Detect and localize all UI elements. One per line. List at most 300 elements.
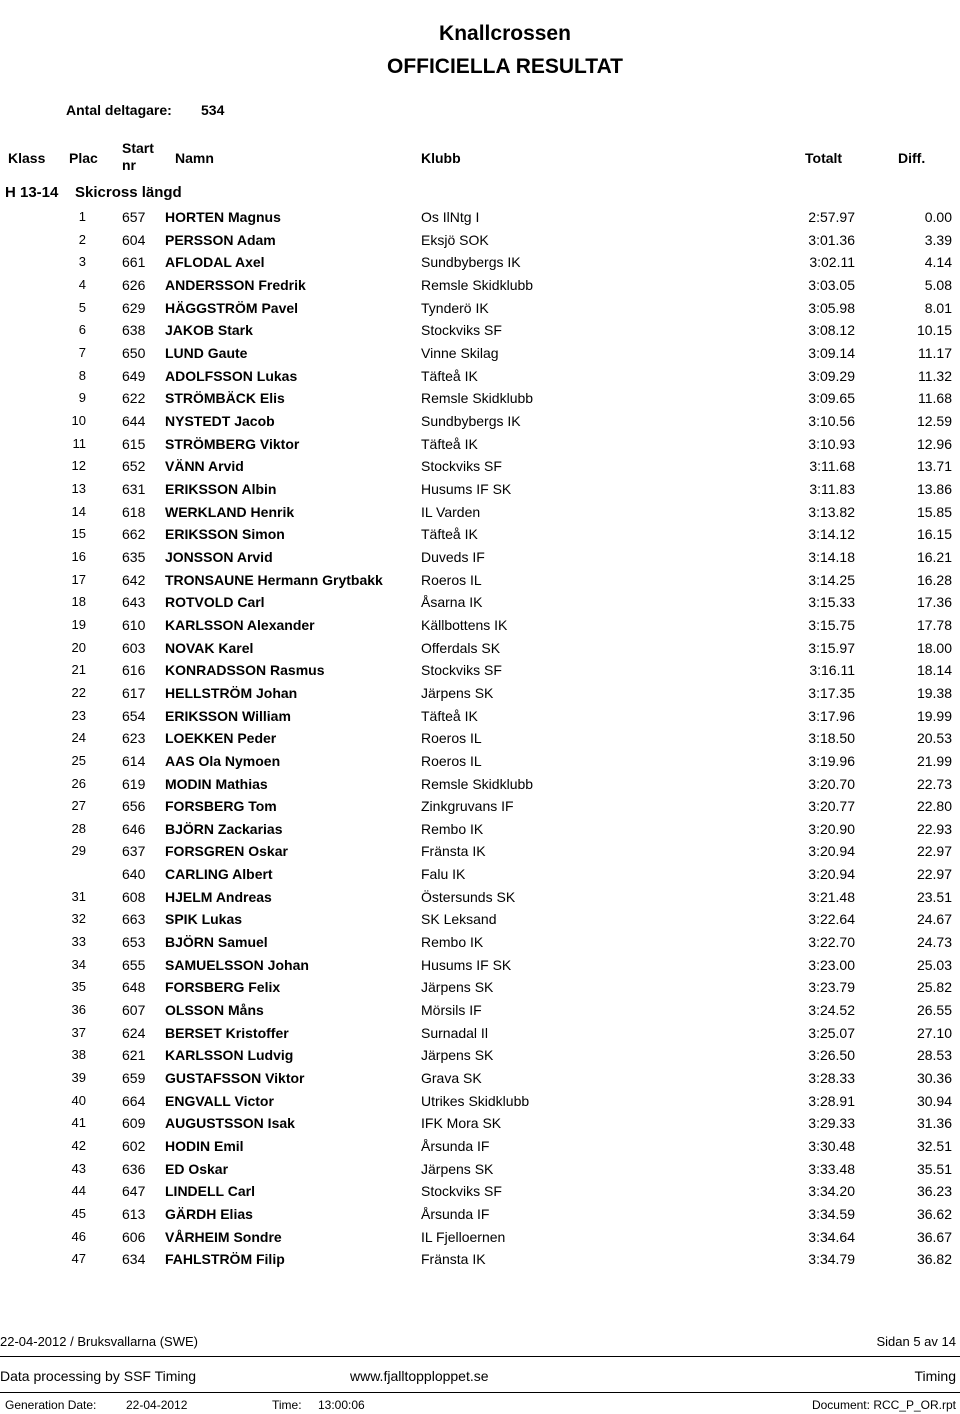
result-place: 20 (71, 639, 86, 655)
result-time-difference: 11.32 (918, 367, 952, 384)
result-athlete-name: AFLODAL Axel (165, 254, 265, 271)
result-total-time: 3:20.77 (808, 798, 855, 815)
result-athlete-name: HODIN Emil (165, 1138, 244, 1155)
result-place: 37 (71, 1024, 86, 1040)
result-club: Årsunda IF (421, 1206, 490, 1223)
result-total-time: 3:23.00 (808, 956, 855, 973)
result-club: Fränsta IK (421, 1251, 486, 1268)
footer-divider-top (0, 1356, 960, 1357)
column-header-nr: nr (122, 157, 136, 173)
result-row (0, 753, 960, 775)
result-place: 29 (71, 843, 86, 859)
result-club: Mörsils IF (421, 1002, 482, 1019)
result-place: 8 (78, 367, 86, 383)
result-row (0, 1093, 960, 1115)
result-place: 28 (71, 820, 86, 836)
result-athlete-name: LUND Gaute (165, 344, 248, 361)
result-time-difference: 22.80 (916, 798, 952, 815)
result-total-time: 3:20.94 (808, 866, 855, 883)
footer-date-place: 22-04-2012 / Bruksvallarna (SWE) (0, 1334, 198, 1349)
result-athlete-name: ERIKSSON Albin (165, 480, 277, 497)
result-place: 27 (71, 798, 86, 814)
result-row (0, 436, 960, 458)
page-subtitle: OFFICIELLA RESULTAT (386, 55, 624, 78)
result-athlete-name: BJÖRN Zackarias (165, 820, 283, 837)
result-club: Falu IK (421, 866, 466, 883)
result-time-difference: 13.86 (916, 480, 952, 497)
result-place: 47 (71, 1251, 86, 1267)
footer-timing: Timing (914, 1368, 956, 1384)
result-row (0, 617, 960, 639)
result-club: Järpens SK (421, 1047, 494, 1064)
result-place: 21 (71, 662, 86, 678)
result-start-number: 650 (122, 344, 146, 361)
result-start-number: 653 (122, 934, 146, 951)
result-athlete-name: HJELM Andreas (165, 888, 272, 905)
result-place: 9 (78, 390, 86, 406)
result-place: 39 (71, 1070, 86, 1086)
result-place: 31 (71, 888, 86, 904)
result-place: 18 (71, 594, 86, 610)
result-athlete-name: WERKLAND Henrik (165, 503, 295, 520)
result-time-difference: 16.21 (916, 548, 952, 565)
result-time-difference: 22.97 (916, 843, 952, 860)
participants-count (66, 102, 225, 118)
result-time-difference: 18.00 (916, 639, 952, 656)
result-start-number: 655 (122, 956, 146, 973)
result-club: IL Varden (421, 503, 481, 520)
result-total-time: 3:23.79 (808, 979, 855, 996)
result-club: Järpens SK (421, 684, 494, 701)
result-total-time: 3:18.50 (808, 730, 855, 747)
result-total-time: 3:02.11 (809, 254, 855, 271)
result-club: Källbottens IK (421, 616, 508, 633)
result-time-difference: 18.14 (916, 662, 952, 679)
result-total-time: 3:17.35 (808, 684, 855, 701)
footer-document: Document: RCC_P_OR.rpt (811, 1398, 956, 1412)
result-row (0, 934, 960, 956)
result-row (0, 1138, 960, 1160)
result-row (0, 911, 960, 933)
result-place: 11 (72, 435, 86, 451)
result-total-time: 3:08.12 (808, 322, 855, 339)
result-total-time: 3:15.75 (808, 616, 855, 633)
result-start-number: 652 (122, 458, 146, 475)
column-header-klubb: Klubb (421, 150, 461, 166)
result-place: 6 (78, 322, 86, 338)
result-time-difference: 8.01 (924, 299, 952, 316)
result-total-time: 3:20.94 (808, 843, 855, 860)
result-athlete-name: BERSET Kristoffer (165, 1024, 289, 1041)
result-time-difference: 32.51 (916, 1138, 952, 1155)
footer-time-label: Time: (272, 1398, 302, 1412)
result-row (0, 1070, 960, 1092)
result-time-difference: 28.53 (916, 1047, 952, 1064)
result-club: Roeros IL (421, 730, 482, 747)
result-place: 45 (71, 1206, 86, 1222)
result-place: 3 (78, 254, 86, 270)
result-time-difference: 23.51 (916, 888, 952, 905)
result-time-difference: 25.82 (916, 979, 952, 996)
result-athlete-name: LOEKKEN Peder (165, 730, 277, 747)
result-athlete-name: NYSTEDT Jacob (165, 412, 275, 429)
result-club: Järpens SK (421, 979, 494, 996)
result-time-difference: 21.99 (916, 752, 952, 769)
result-row (0, 322, 960, 344)
footer-generation-label: Generation Date: (5, 1398, 97, 1412)
result-club: Duveds IF (421, 548, 485, 565)
result-club: Roeros IL (421, 752, 482, 769)
section-discipline: Skicross längd (75, 184, 182, 201)
result-place: 2 (78, 231, 86, 247)
result-start-number: 602 (122, 1138, 146, 1155)
result-total-time: 3:29.33 (808, 1115, 855, 1132)
result-time-difference: 11.17 (918, 344, 952, 361)
result-row (0, 1161, 960, 1183)
participants-label: Antal deltagare: (66, 102, 172, 118)
result-athlete-name: ROTVOLD Carl (165, 594, 265, 611)
result-place: 24 (71, 730, 86, 746)
result-start-number: 610 (122, 616, 146, 633)
result-start-number: 623 (122, 730, 146, 747)
result-time-difference: 35.51 (916, 1160, 952, 1177)
result-start-number: 613 (122, 1206, 146, 1223)
result-total-time: 3:15.97 (808, 639, 855, 656)
result-place: 32 (71, 911, 86, 927)
result-row (0, 345, 960, 367)
result-row (0, 232, 960, 254)
result-row (0, 300, 960, 322)
result-athlete-name: ANDERSSON Fredrik (165, 276, 306, 293)
result-row (0, 1229, 960, 1251)
result-time-difference: 16.28 (916, 571, 952, 588)
result-time-difference: 10.15 (916, 322, 952, 339)
footer-page-number: Sidan 5 av 14 (876, 1334, 956, 1349)
result-row (0, 662, 960, 684)
footer-time-value: 13:00:06 (318, 1398, 365, 1412)
result-club: Stockviks SF (421, 662, 502, 679)
result-time-difference: 15.85 (916, 503, 952, 520)
result-place: 19 (71, 616, 86, 632)
result-total-time: 3:10.56 (808, 412, 855, 429)
result-club: Remsle Skidklubb (421, 775, 534, 792)
result-athlete-name: FAHLSTRÖM Filip (165, 1251, 285, 1268)
result-row (0, 390, 960, 412)
result-athlete-name: VÅRHEIM Sondre (165, 1228, 282, 1245)
result-club: Årsunda IF (421, 1138, 490, 1155)
result-athlete-name: JONSSON Arvid (165, 548, 273, 565)
result-total-time: 3:15.33 (808, 594, 855, 611)
result-start-number: 629 (122, 299, 146, 316)
result-time-difference: 11.68 (918, 390, 952, 407)
result-place: 33 (71, 934, 86, 950)
result-start-number: 659 (122, 1070, 146, 1087)
result-athlete-name: NOVAK Karel (165, 639, 254, 656)
result-club: Tynderö IK (421, 299, 489, 316)
result-club: Östersunds SK (421, 888, 516, 905)
result-total-time: 3:13.82 (808, 503, 855, 520)
result-time-difference: 12.59 (916, 412, 952, 429)
result-club: Zinkgruvans IF (421, 798, 514, 815)
result-total-time: 3:10.93 (808, 435, 855, 452)
result-time-difference: 36.82 (916, 1251, 952, 1268)
participants-value: 534 (201, 102, 225, 118)
result-start-number: 616 (122, 662, 146, 679)
result-place: 12 (71, 458, 86, 474)
result-athlete-name: FORSBERG Tom (165, 798, 277, 815)
result-total-time: 3:28.91 (808, 1092, 855, 1109)
section-class: H 13-14 (5, 184, 59, 201)
result-total-time: 3:14.18 (808, 548, 855, 565)
result-start-number: 618 (122, 503, 146, 520)
result-place: 5 (78, 299, 86, 315)
result-time-difference: 17.36 (916, 594, 952, 611)
result-athlete-name: TRONSAUNE Hermann Grytbakk (165, 571, 383, 588)
result-athlete-name: SPIK Lukas (165, 911, 243, 928)
result-start-number: 643 (122, 594, 146, 611)
result-total-time: 3:25.07 (808, 1024, 855, 1041)
result-total-time: 3:30.48 (808, 1138, 855, 1155)
result-time-difference: 16.15 (916, 526, 952, 543)
result-time-difference: 31.36 (916, 1115, 952, 1132)
result-time-difference: 30.36 (916, 1070, 952, 1087)
result-total-time: 3:16.11 (809, 662, 855, 679)
result-time-difference: 36.62 (916, 1206, 952, 1223)
result-start-number: 663 (122, 911, 146, 928)
result-time-difference: 22.97 (916, 866, 952, 883)
result-club: Rembo IK (421, 820, 484, 837)
result-row (0, 1115, 960, 1137)
result-athlete-name: OLSSON Måns (165, 1002, 264, 1019)
result-time-difference: 25.03 (916, 956, 952, 973)
result-row (0, 889, 960, 911)
result-total-time: 3:05.98 (808, 299, 855, 316)
result-athlete-name: KARLSSON Ludvig (165, 1047, 294, 1064)
result-place: 22 (71, 684, 86, 700)
result-total-time: 3:34.79 (808, 1251, 855, 1268)
result-row (0, 685, 960, 707)
result-total-time: 3:34.20 (808, 1183, 855, 1200)
result-total-time: 3:17.96 (808, 707, 855, 724)
result-total-time: 3:34.59 (808, 1206, 855, 1223)
result-start-number: 649 (122, 367, 146, 384)
result-start-number: 614 (122, 752, 146, 769)
result-start-number: 624 (122, 1024, 146, 1041)
result-row (0, 458, 960, 480)
footer-generation-date: 22-04-2012 (126, 1398, 188, 1412)
result-start-number: 634 (122, 1251, 146, 1268)
result-start-number: 642 (122, 571, 146, 588)
result-row (0, 957, 960, 979)
result-time-difference: 5.08 (924, 276, 952, 293)
result-athlete-name: KONRADSSON Rasmus (165, 662, 325, 679)
result-club: Utrikes Skidklubb (421, 1092, 530, 1109)
result-start-number: 619 (122, 775, 146, 792)
result-club: Täfteå IK (421, 526, 478, 543)
result-start-number: 656 (122, 798, 146, 815)
result-total-time: 3:21.48 (808, 888, 855, 905)
result-place: 38 (71, 1047, 86, 1063)
result-time-difference: 24.73 (916, 934, 952, 951)
result-total-time: 3:14.25 (808, 571, 855, 588)
result-start-number: 648 (122, 979, 146, 996)
result-total-time: 2:57.97 (808, 209, 855, 225)
result-place: 41 (71, 1115, 86, 1131)
result-time-difference: 3.39 (924, 231, 952, 248)
result-athlete-name: ERIKSSON William (165, 707, 291, 724)
result-club: Husums IF SK (421, 956, 512, 973)
result-club: Åsarna IK (421, 594, 483, 611)
result-total-time: 3:28.33 (808, 1070, 855, 1087)
result-total-time: 3:11.68 (809, 458, 855, 475)
result-club: Fränsta IK (421, 843, 486, 860)
result-time-difference: 20.53 (916, 730, 952, 747)
result-start-number: 654 (122, 707, 146, 724)
result-club: Stockviks SF (421, 458, 502, 475)
result-row (0, 640, 960, 662)
result-time-difference: 19.38 (916, 684, 952, 701)
result-athlete-name: JAKOB Stark (165, 322, 253, 339)
result-row (0, 254, 960, 276)
result-row (0, 1025, 960, 1047)
result-place: 44 (71, 1183, 86, 1199)
result-club: Eksjö SOK (421, 231, 489, 248)
result-club: Remsle Skidklubb (421, 390, 534, 407)
result-total-time: 3:09.29 (808, 367, 855, 384)
result-athlete-name: GÄRDH Elias (165, 1206, 253, 1223)
result-athlete-name: VÄNN Arvid (165, 458, 244, 475)
result-place: 40 (71, 1092, 86, 1108)
result-club: Sundbybergs IK (421, 412, 521, 429)
result-total-time: 3:11.83 (809, 480, 855, 497)
column-header-totalt: Totalt (805, 150, 843, 166)
result-athlete-name: BJÖRN Samuel (165, 934, 268, 951)
result-row (0, 481, 960, 503)
result-place: 46 (71, 1228, 86, 1244)
result-total-time: 3:03.05 (808, 276, 855, 293)
result-start-number: 617 (122, 684, 146, 701)
result-club: Täfteå IK (421, 367, 478, 384)
result-total-time: 3:09.14 (808, 344, 855, 361)
result-club: Surnadal Il (421, 1024, 488, 1041)
result-row (0, 866, 960, 888)
result-start-number: 647 (122, 1183, 146, 1200)
result-start-number: 664 (122, 1092, 146, 1109)
result-place: 42 (71, 1138, 86, 1154)
result-row (0, 1183, 960, 1205)
result-time-difference: 0.00 (924, 209, 952, 225)
result-time-difference: 22.73 (916, 775, 952, 792)
result-time-difference: 13.71 (916, 458, 952, 475)
result-time-difference: 36.67 (916, 1228, 952, 1245)
result-time-difference: 24.67 (916, 911, 952, 928)
result-row (0, 798, 960, 820)
result-row (0, 821, 960, 843)
result-athlete-name: ENGVALL Victor (165, 1092, 274, 1109)
result-athlete-name: HORTEN Magnus (165, 209, 281, 225)
result-row (0, 1047, 960, 1069)
result-row (0, 979, 960, 1001)
result-time-difference: 22.93 (916, 820, 952, 837)
result-athlete-name: LINDELL Carl (165, 1183, 255, 1200)
result-start-number: 635 (122, 548, 146, 565)
result-place: 23 (71, 707, 86, 723)
result-row (0, 1251, 960, 1273)
result-row (0, 504, 960, 526)
result-row (0, 413, 960, 435)
result-row (0, 572, 960, 594)
result-total-time: 3:19.96 (808, 752, 855, 769)
result-place: 43 (71, 1160, 86, 1176)
result-total-time: 3:24.52 (808, 1002, 855, 1019)
result-row (0, 368, 960, 390)
result-row (0, 843, 960, 865)
result-start-number: 604 (122, 231, 146, 248)
result-start-number: 606 (122, 1228, 146, 1245)
result-place: 25 (71, 752, 86, 768)
footer-divider-bottom (0, 1392, 960, 1393)
result-start-number: 638 (122, 322, 146, 339)
column-header-plac: Plac (69, 150, 98, 166)
result-athlete-name: ERIKSSON Simon (165, 526, 285, 543)
result-start-number: 640 (122, 866, 146, 883)
result-start-number: 609 (122, 1115, 146, 1132)
result-athlete-name: FORSGREN Oskar (165, 843, 288, 860)
result-total-time: 3:26.50 (808, 1047, 855, 1064)
result-time-difference: 12.96 (916, 435, 952, 452)
result-place: 34 (71, 956, 86, 972)
result-row (0, 1206, 960, 1228)
result-row (0, 776, 960, 798)
result-place: 4 (78, 276, 86, 292)
class-section-header (5, 184, 182, 201)
result-time-difference: 17.78 (916, 616, 952, 633)
result-athlete-name: CARLING Albert (165, 866, 273, 883)
result-place: 17 (71, 571, 86, 587)
result-start-number: 603 (122, 639, 146, 656)
column-header-klass: Klass (8, 150, 46, 166)
result-club: Roeros IL (421, 571, 482, 588)
result-place: 36 (71, 1002, 86, 1018)
result-start-number: 622 (122, 390, 146, 407)
result-start-number: 662 (122, 526, 146, 543)
result-start-number: 646 (122, 820, 146, 837)
result-club: Stockviks SF (421, 322, 502, 339)
result-total-time: 3:33.48 (808, 1160, 855, 1177)
result-start-number: 644 (122, 412, 146, 429)
result-athlete-name: AUGUSTSSON Isak (165, 1115, 295, 1132)
result-total-time: 3:20.90 (808, 820, 855, 837)
page-title: Knallcrossen (439, 22, 571, 45)
result-row (0, 277, 960, 299)
result-club: Täfteå IK (421, 435, 478, 452)
result-start-number: 607 (122, 1002, 146, 1019)
footer-processing: Data processing by SSF Timing (0, 1368, 197, 1384)
result-row (0, 209, 960, 231)
result-athlete-name: ADOLFSSON Lukas (165, 367, 298, 384)
result-time-difference: 26.55 (916, 1002, 952, 1019)
result-total-time: 3:20.70 (808, 775, 855, 792)
result-athlete-name: FORSBERG Felix (165, 979, 281, 996)
result-place: 14 (71, 503, 86, 519)
result-club: SK Leksand (421, 911, 497, 928)
result-time-difference: 27.10 (916, 1024, 952, 1041)
result-start-number: 626 (122, 276, 146, 293)
column-header-diff: Diff. (898, 150, 926, 166)
result-athlete-name: GUSTAFSSON Viktor (165, 1070, 305, 1087)
result-club: Husums IF SK (421, 480, 512, 497)
result-row (0, 708, 960, 730)
